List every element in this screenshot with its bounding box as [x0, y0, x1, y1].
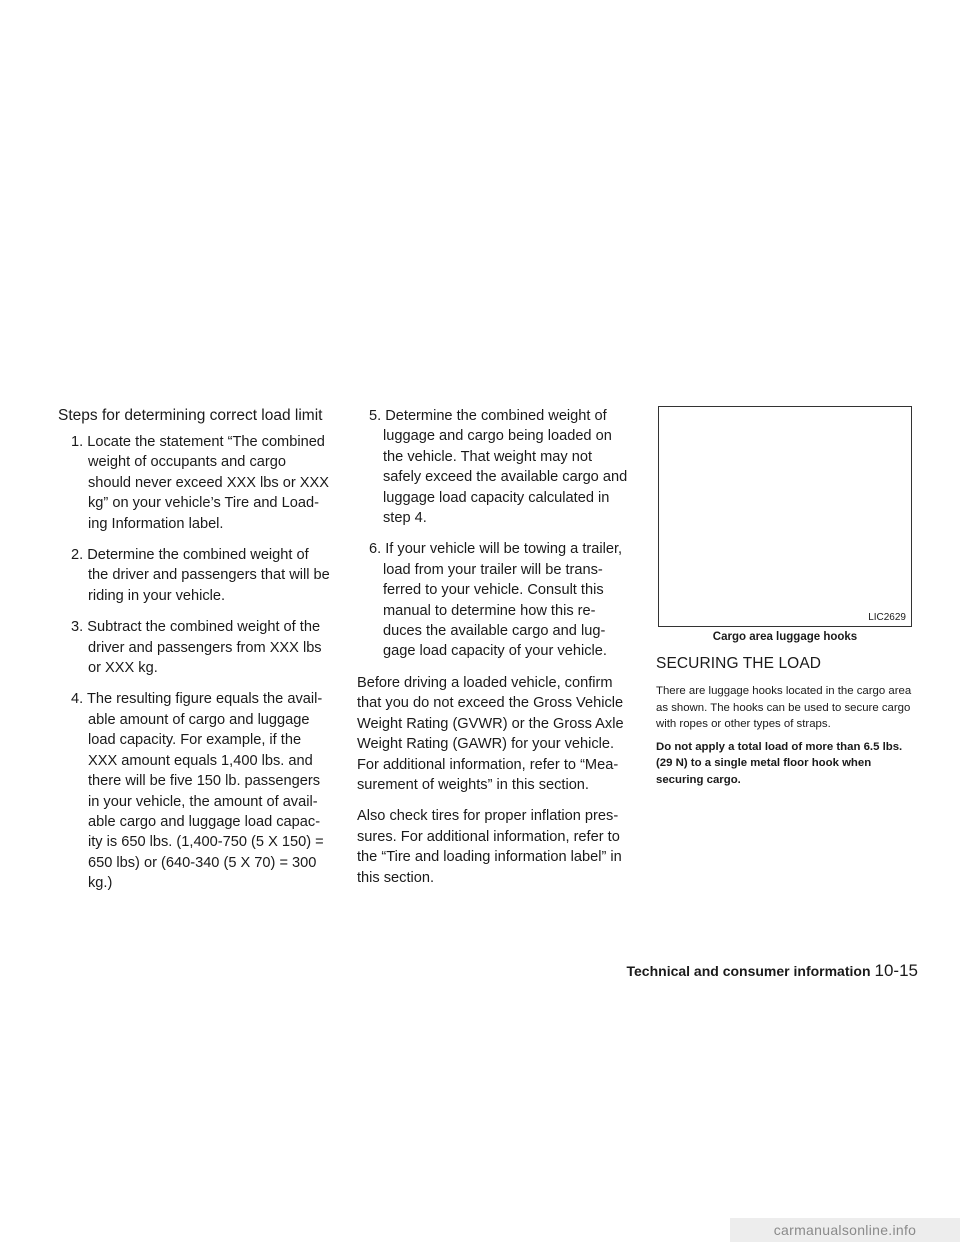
middle-column: [357, 406, 633, 899]
step-text: The resulting figure equals the avail-able amount of cargo and luggage load capacity. For example, if the XXX amount equals 1,400 lbs. and there will be five 150 lb. passengers in your vehicle, the amount of avail-able cargo and luggage load capac-ity is 650 lbs. (1,400-750 (5 X 150) = 650 lbs) or (640-340 (5 X 70) = 300 kg.): [86, 691, 324, 892]
load-limit-steps: [58, 432, 330, 894]
step-number: 4.: [71, 691, 84, 708]
load-limit-subheading: Steps for determining correct load limit: [58, 407, 323, 424]
step-number: 2.: [71, 547, 84, 564]
step-item: [58, 432, 330, 534]
load-limit-steps-continued: [357, 406, 633, 662]
luggage-hooks-paragraph: There are luggage hooks located in the cargo area as shown. The hooks can be used to secure cargo with ropes or other types of straps.: [656, 685, 912, 731]
footer-section-title: Technical and consumer information: [626, 963, 871, 979]
step-number: 6.: [369, 541, 382, 558]
right-column: [656, 406, 914, 795]
hook-load-warning: Do not apply a total load of more than 6.5 lbs. (29 N) to a single metal floor hook when securing cargo.: [656, 740, 903, 786]
luggage-hooks-figure: [658, 406, 912, 627]
figure-caption: Cargo area luggage hooks: [712, 631, 858, 643]
step-text: Locate the statement “The combined weight of occupants and cargo should never exceed XXX lbs or XXX kg” on your vehicle’s Tire and Load-ing Information label.: [87, 434, 329, 532]
step-text: Determine the combined weight of the driver and passengers that will be riding in your vehicle.: [87, 547, 330, 604]
site-watermark: carmanualsonline.info: [730, 1218, 960, 1242]
securing-load-heading: SECURING THE LOAD: [656, 655, 822, 672]
step-text: If your vehicle will be towing a trailer, load from your trailer will be trans-ferred to your vehicle. Consult this manual to determine how this re-duces the available cargo and lug-gage load capacity of your vehicle.: [383, 541, 623, 660]
page-number: 10-15: [874, 961, 918, 980]
step-number: 3.: [71, 619, 84, 636]
step-number: 5.: [369, 408, 382, 424]
step-item: [357, 539, 633, 661]
left-column: [58, 406, 330, 905]
step-item: [357, 406, 633, 528]
step-item: [58, 689, 330, 893]
gvwr-paragraph: Before driving a loaded vehicle, confirm that you do not exceed the Gross Vehicle Weight Rating (GVWR) or the Gross Axle Weight Rating (GAWR) for your vehicle. For additional information, refer to “Mea-surement of weights” in this section.: [357, 674, 624, 793]
step-text: Subtract the combined weight of the driver and passengers from XXX lbs or XXX kg.: [87, 619, 322, 677]
step-item: [58, 545, 330, 606]
figure-code: LIC2629: [868, 612, 906, 623]
step-number: 1.: [71, 434, 84, 450]
page-footer: [588, 961, 918, 981]
step-item: [58, 617, 330, 678]
step-text: Determine the combined weight of luggage and cargo being loaded on the vehicle. That weight may not safely exceed the available cargo and luggage load capacity calculated in step 4.: [383, 408, 628, 527]
tire-pressure-paragraph: Also check tires for proper inflation pres-sures. For additional information, refer to the “Tire and loading information label” in this section.: [357, 808, 622, 886]
